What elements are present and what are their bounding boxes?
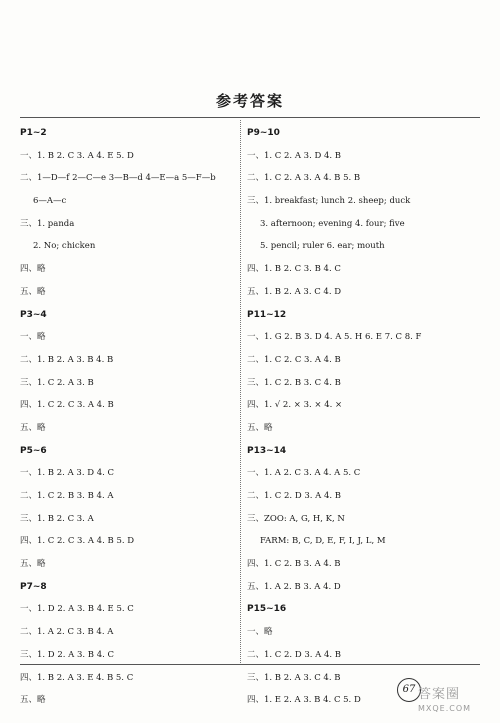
right-answer-column xyxy=(247,122,477,712)
answer-line: 2. No; chicken xyxy=(33,241,96,252)
answer-line: 四、1. C 2. C 3. A 4. B 5. D xyxy=(20,536,135,547)
answer-line: 三、1. D 2. A 3. B 4. C xyxy=(20,649,115,660)
answer-line: 二、1. B 2. A 3. B 4. B xyxy=(20,354,114,365)
watermark-url: MXQE.COM xyxy=(418,704,472,713)
section-page-heading: P11~12 xyxy=(247,309,287,320)
answer-line: 三、1. C 2. B 3. C 4. B xyxy=(247,377,341,388)
left-answer-column xyxy=(20,122,235,712)
section-page-heading: P9~10 xyxy=(247,128,280,138)
answer-line: 二、1. C 2. D 3. A 4. B xyxy=(247,649,342,660)
column-divider xyxy=(240,120,241,665)
answer-line: 一、略 xyxy=(247,627,273,638)
answer-line: 二、1. C 2. C 3. A 4. B xyxy=(247,354,341,365)
answer-line: 一、略 xyxy=(20,332,46,343)
answer-line: 6—A—c xyxy=(33,196,67,207)
answer-line: 二、1—D—f 2—C—e 3—B—d 4—E—a 5—F—b xyxy=(20,173,216,184)
answer-line: 五、略 xyxy=(20,286,46,297)
answer-line: 二、1. C 2. B 3. B 4. A xyxy=(20,491,114,501)
watermark-text: 答案圈 xyxy=(418,687,461,702)
top-rule xyxy=(20,117,480,118)
page-number: 67 xyxy=(397,678,421,702)
answer-line: 三、1. C 2. A 3. B xyxy=(20,377,94,388)
answer-line: 四、1. B 2. C 3. B 4. C xyxy=(247,264,341,275)
watermark xyxy=(418,683,498,719)
answer-line: 四、1. √ 2. × 3. × 4. × xyxy=(247,400,343,411)
answer-line: 三、1. breakfast; lunch 2. sheep; duck xyxy=(247,196,411,207)
section-page-heading: P1~2 xyxy=(20,128,47,138)
answer-line: 三、1. panda xyxy=(20,218,75,229)
answer-line: 五、略 xyxy=(247,422,273,433)
answer-line: 四、1. B 2. A 3. E 4. B 5. C xyxy=(20,672,134,683)
answer-line: 五、1. A 2. B 3. A 4. D xyxy=(247,581,341,592)
answer-line: 一、1. G 2. B 3. D 4. A 5. H 6. E 7. C 8. F xyxy=(247,332,422,343)
answer-line: 一、1. B 2. A 3. D 4. C xyxy=(20,468,115,479)
answer-line: 二、1. C 2. D 3. A 4. B xyxy=(247,491,342,501)
answer-line: 一、1. B 2. C 3. A 4. E 5. D xyxy=(20,150,134,161)
answer-line: 五、1. B 2. A 3. C 4. D xyxy=(247,286,342,297)
section-page-heading: P15~16 xyxy=(247,604,287,615)
answer-line: 一、1. A 2. C 3. A 4. A 5. C xyxy=(247,468,361,479)
answer-line: 二、1. C 2. A 3. A 4. B 5. B xyxy=(247,173,361,184)
answer-line: 四、1. C 2. C 3. A 4. B xyxy=(20,400,114,411)
answer-line: FARM: B, C, D, E, F, I, J, L, M xyxy=(260,536,386,547)
answer-line: 5. pencil; ruler 6. ear; mouth xyxy=(260,241,385,252)
answer-line: 四、1. C 2. B 3. A 4. B xyxy=(247,559,341,570)
answer-line: 三、ZOO: A, G, H, K, N xyxy=(247,513,345,524)
answer-line: 五、略 xyxy=(20,422,46,433)
section-page-heading: P3~4 xyxy=(20,309,47,320)
answer-line: 3. afternoon; evening 4. four; five xyxy=(260,218,405,229)
section-page-heading: P5~6 xyxy=(20,445,47,456)
section-page-heading: P7~8 xyxy=(20,581,47,592)
page-title: 参考答案 xyxy=(215,92,284,110)
answer-line: 四、略 xyxy=(20,264,46,275)
answer-line: 五、略 xyxy=(20,695,46,706)
answer-line: 三、1. B 2. A 3. C 4. B xyxy=(247,672,341,683)
answer-line: 三、1. B 2. C 3. A xyxy=(20,513,94,524)
answer-line: 五、略 xyxy=(20,559,46,570)
bottom-rule xyxy=(20,664,480,665)
answer-line: 一、1. C 2. A 3. D 4. B xyxy=(247,150,342,161)
answer-line: 四、1. E 2. A 3. B 4. C 5. D xyxy=(247,695,361,706)
answer-line: 二、1. A 2. C 3. B 4. A xyxy=(20,627,114,638)
answer-line: 一、1. D 2. A 3. B 4. E 5. C xyxy=(20,604,134,615)
section-page-heading: P13~14 xyxy=(247,445,287,456)
